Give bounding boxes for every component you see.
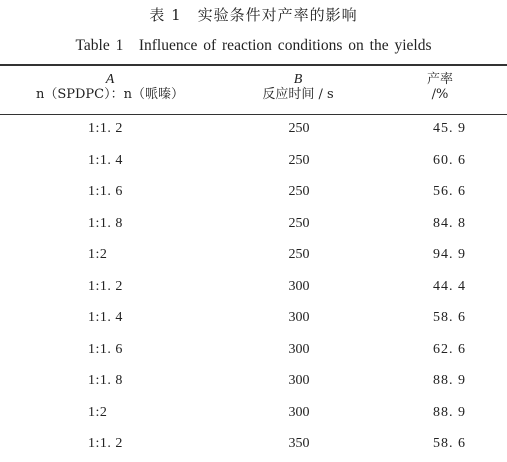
cell-ratio: 1:1. 8 bbox=[88, 215, 123, 231]
cell-time: 250 bbox=[288, 215, 310, 231]
table-row bbox=[0, 399, 507, 431]
table-caption-en: Table 1 Influence of reaction conditions on the yields bbox=[75, 37, 432, 54]
cell-time: 250 bbox=[288, 247, 310, 262]
cell-yield: 58. 6 bbox=[433, 436, 466, 451]
table-row bbox=[0, 178, 507, 210]
table-row bbox=[0, 336, 507, 368]
table-row bbox=[0, 273, 507, 305]
cell-time: 350 bbox=[288, 436, 310, 451]
cell-time: 300 bbox=[288, 373, 310, 388]
top-rule bbox=[0, 64, 507, 66]
cell-ratio: 1:1. 2 bbox=[88, 436, 123, 451]
header-col-c-label-bottom: /% bbox=[431, 87, 449, 102]
table-row bbox=[0, 115, 507, 147]
cell-ratio: 1:1. 4 bbox=[88, 152, 123, 168]
cell-time: 250 bbox=[288, 184, 310, 199]
header-col-c-label-top: 产率 bbox=[426, 72, 453, 87]
table-row bbox=[0, 241, 507, 273]
cell-ratio: 1:1. 8 bbox=[88, 373, 123, 388]
cell-yield: 62. 6 bbox=[433, 341, 466, 357]
header-col-a-symbol: A bbox=[105, 72, 115, 87]
cell-ratio: 1:1. 6 bbox=[88, 184, 123, 199]
cell-time: 300 bbox=[288, 404, 310, 420]
cell-ratio: 1:1. 6 bbox=[88, 341, 123, 357]
cell-yield: 94. 9 bbox=[433, 247, 466, 262]
header-col-c bbox=[400, 72, 480, 102]
cell-yield: 56. 6 bbox=[433, 184, 466, 199]
cell-ratio: 1:1. 2 bbox=[88, 278, 123, 294]
cell-yield: 88. 9 bbox=[433, 373, 466, 388]
table-caption-cn: 表 1 实验条件对产率的影响 bbox=[149, 6, 358, 24]
cell-yield: 58. 6 bbox=[433, 310, 466, 325]
cell-time: 250 bbox=[288, 152, 310, 168]
table-row bbox=[0, 304, 507, 336]
cell-time: 300 bbox=[288, 310, 310, 325]
table-row bbox=[0, 430, 507, 462]
cell-yield: 60. 6 bbox=[433, 152, 466, 168]
table-body bbox=[0, 115, 507, 462]
header-col-b bbox=[238, 72, 358, 102]
table-row bbox=[0, 147, 507, 179]
header-col-b-symbol: B bbox=[293, 72, 303, 87]
cell-ratio: 1:1. 2 bbox=[88, 121, 123, 136]
header-col-a-label: n（SPDPC）：n（哌嗪） bbox=[35, 87, 184, 102]
cell-ratio: 1:2 bbox=[88, 247, 108, 262]
cell-yield: 45. 9 bbox=[433, 121, 466, 136]
cell-time: 300 bbox=[288, 341, 310, 357]
table-row bbox=[0, 210, 507, 242]
cell-yield: 44. 4 bbox=[433, 278, 466, 294]
cell-time: 300 bbox=[288, 278, 310, 294]
header-col-b-label: 反应时间 / s bbox=[262, 87, 334, 102]
cell-yield: 88. 9 bbox=[433, 404, 466, 420]
header-col-a bbox=[20, 72, 200, 102]
cell-ratio: 1:2 bbox=[88, 404, 108, 420]
cell-time: 250 bbox=[288, 121, 310, 136]
table-row bbox=[0, 367, 507, 399]
cell-yield: 84. 8 bbox=[433, 215, 466, 231]
cell-ratio: 1:1. 4 bbox=[88, 310, 123, 325]
